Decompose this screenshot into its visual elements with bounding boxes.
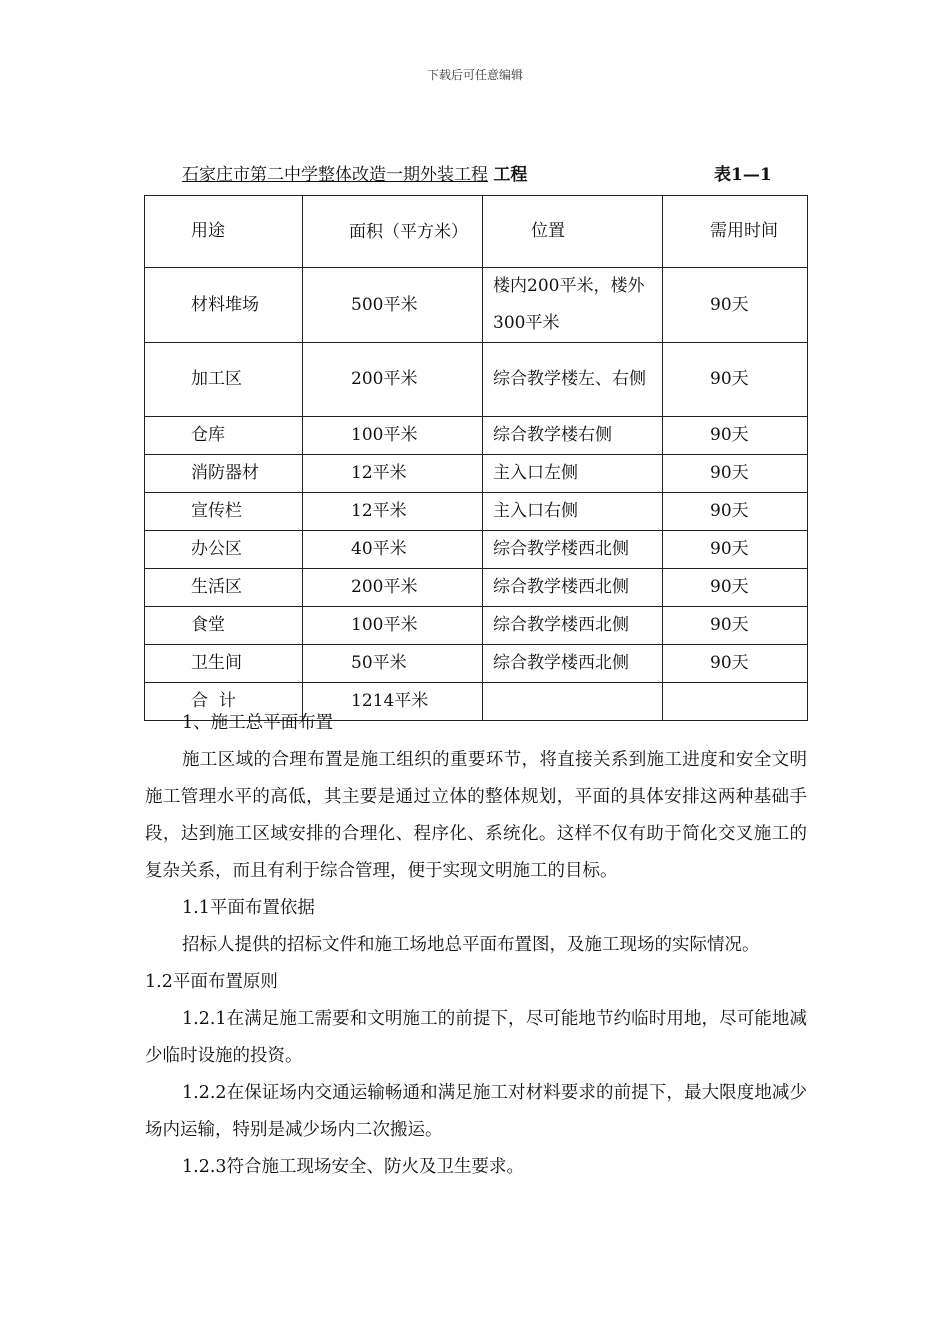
cell-area: 40平米: [303, 531, 483, 569]
table-row: [145, 343, 808, 417]
cell-area: 200平米: [303, 343, 483, 417]
cell-area: 100平米: [303, 417, 483, 455]
table-row: [145, 531, 808, 569]
cell-use: 消防器材: [145, 455, 303, 493]
cell-use: 办公区: [145, 531, 303, 569]
table-row: [145, 455, 808, 493]
cell-position: 楼内200平米，楼外300平米: [493, 276, 645, 333]
header-time: 需用时间: [663, 196, 808, 268]
cell-use: 加工区: [145, 343, 303, 417]
cell-use: 材料堆场: [145, 268, 303, 343]
cell-use: 生活区: [145, 569, 303, 607]
section-heading: 1.2平面布置原则: [145, 972, 278, 992]
title-suffix: 工程: [493, 165, 528, 185]
cell-time: 90天: [663, 493, 808, 531]
cell-time: 90天: [663, 607, 808, 645]
cell-total-label: 合 计: [145, 683, 303, 721]
cell-total-area: 1214平米: [303, 683, 483, 721]
section-heading: 1.1平面布置依据: [182, 898, 315, 918]
cell-position: 主入口左侧: [483, 455, 663, 493]
table-row: [145, 607, 808, 645]
cell-area: 500平米: [303, 268, 483, 343]
table-header-row: [145, 196, 808, 268]
header-position: 位置: [483, 196, 663, 268]
cell-use: 仓库: [145, 417, 303, 455]
cell-area: 12平米: [303, 455, 483, 493]
cell-area: 200平米: [303, 569, 483, 607]
cell-position: 主入口右侧: [483, 493, 663, 531]
cell-time: 90天: [663, 531, 808, 569]
header-area: 面积（平方米）: [303, 196, 483, 268]
table-row: [145, 493, 808, 531]
body-text: [145, 705, 807, 1186]
cell-time: 90天: [663, 569, 808, 607]
cell-time: 90天: [663, 268, 808, 343]
site-usage-table: [144, 195, 808, 721]
cell-time: 90天: [663, 343, 808, 417]
cell-use: 卫生间: [145, 645, 303, 683]
header-note: 下载后可任意编辑: [426, 68, 523, 82]
cell-position: 综合教学楼右侧: [483, 417, 663, 455]
paragraph: 1.2.3符合施工现场安全、防火及卫生要求。: [182, 1157, 525, 1177]
table-number: 表1—1: [714, 165, 772, 185]
header-use: 用途: [145, 196, 303, 268]
paragraph: 招标人提供的招标文件和施工场地总平面布置图，及施工现场的实际情况。: [182, 935, 760, 955]
cell-area: 12平米: [303, 493, 483, 531]
table-row: [145, 417, 808, 455]
table-title: [182, 160, 782, 185]
cell-time: 90天: [663, 455, 808, 493]
table-row: [145, 268, 808, 343]
cell-use: 食堂: [145, 607, 303, 645]
table-row: [145, 569, 808, 607]
cell-area: 100平米: [303, 607, 483, 645]
paragraph: 1.2.2在保证场内交通运输畅通和满足施工对材料要求的前提下，最大限度地减少场内运输，特别是减少场内二次搬运。: [145, 1083, 807, 1140]
paragraph: 1.2.1在满足施工需要和文明施工的前提下，尽可能地节约临时用地，尽可能地减少临时设施的投资。: [145, 1009, 807, 1066]
cell-position: 综合教学楼西北侧: [483, 607, 663, 645]
section-heading: 1、施工总平面布置: [182, 713, 334, 733]
cell-use: 宣传栏: [145, 493, 303, 531]
project-name: 石家庄市第二中学整体改造一期外装工程: [182, 165, 488, 185]
cell-area: 50平米: [303, 645, 483, 683]
cell-position: 综合教学楼西北侧: [483, 569, 663, 607]
cell-time: 90天: [663, 645, 808, 683]
cell-time: 90天: [663, 417, 808, 455]
cell-position: 综合教学楼西北侧: [483, 531, 663, 569]
table-row: [145, 645, 808, 683]
paragraph: 施工区域的合理布置是施工组织的重要环节，将直接关系到施工进度和安全文明施工管理水平的高低，其主要是通过立体的整体规划，平面的具体安排这两种基础手段，达到施工区域安排的合理化、程序化、系统化。这样不仅有助于简化交叉施工的复杂关系，而且有利于综合管理，便于实现文明施工的目标。: [145, 750, 807, 881]
cell-position: 综合教学楼左、右侧: [493, 369, 646, 389]
cell-position: 综合教学楼西北侧: [483, 645, 663, 683]
